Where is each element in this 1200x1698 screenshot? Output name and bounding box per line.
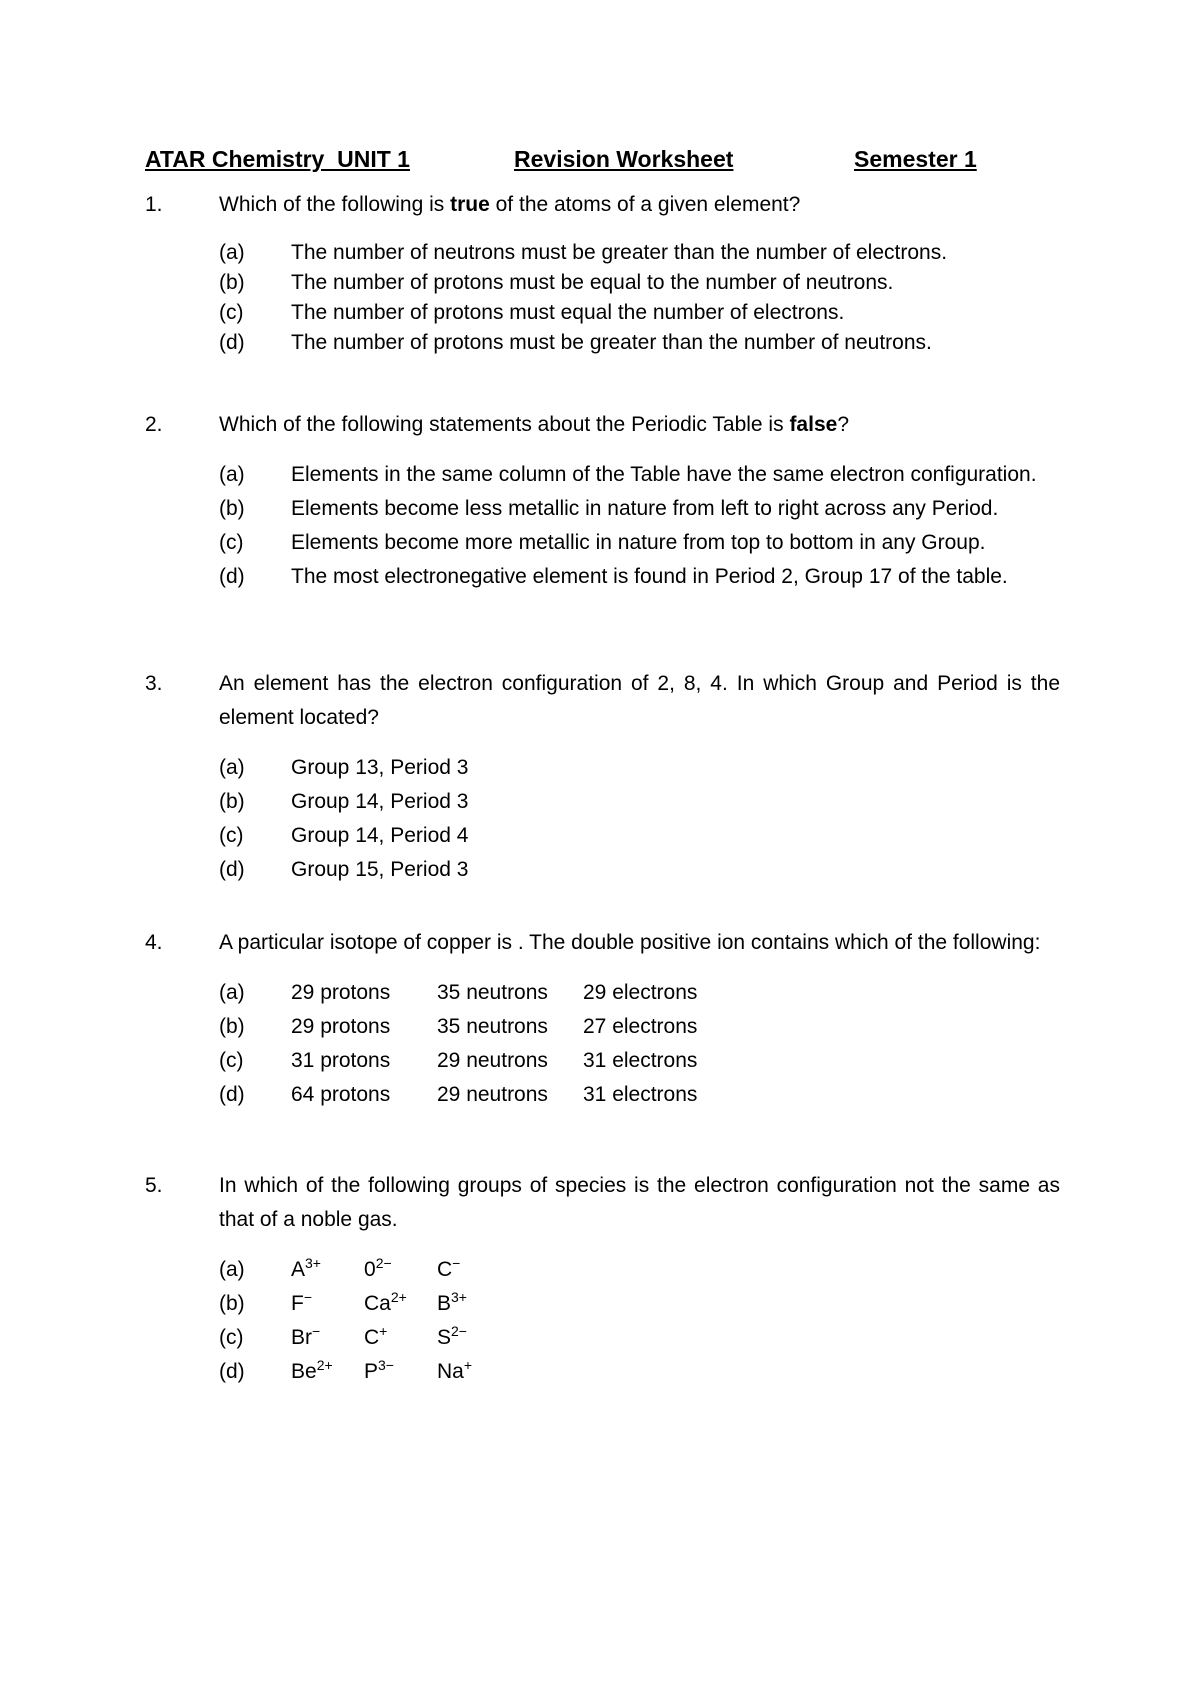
question-4	[145, 926, 1060, 1112]
option-label: (c)	[219, 824, 244, 847]
option-label: (b)	[219, 1292, 245, 1315]
question-2	[145, 408, 1060, 594]
electrons-value: 27 electrons	[583, 1015, 698, 1038]
neutrons-value: 35 neutrons	[437, 981, 548, 1004]
ion-species: $Ca^{2+}$	[364, 1289, 407, 1315]
option-a	[145, 238, 1060, 268]
option-b	[145, 268, 1060, 298]
option-b	[145, 1287, 1060, 1321]
option-b	[145, 492, 1060, 526]
option-text: The most electronegative element is found in Period 2, Group 17 of the table.	[291, 565, 1008, 588]
option-label: (b)	[219, 497, 245, 520]
protons-value: 29 protons	[291, 981, 391, 1004]
option-d	[145, 853, 1060, 887]
option-a	[145, 976, 1060, 1010]
question-3	[145, 667, 1060, 887]
option-d	[145, 560, 1060, 594]
neutrons-value: 29 neutrons	[437, 1083, 548, 1106]
option-label: (d)	[219, 565, 245, 588]
option-a	[145, 458, 1060, 492]
header-worksheet-title: Revision Worksheet	[514, 146, 734, 172]
ion-species: C−	[437, 1255, 461, 1281]
ion-species: F−	[291, 1289, 313, 1315]
neutrons-value: 35 neutrons	[437, 1015, 548, 1038]
ion-species: $P^{3-}$	[364, 1357, 394, 1383]
option-text: The number of protons must be equal to the number of neutrons.	[291, 271, 894, 294]
option-c	[145, 526, 1060, 560]
question-text: An element has the electron configuration of 2, 8, 4. In which Group and Period is the element located?	[219, 672, 1060, 729]
question-number: 1.	[145, 193, 163, 216]
option-c	[145, 819, 1060, 853]
option-b	[145, 785, 1060, 819]
ion-species: $B^{3+}$	[437, 1289, 467, 1315]
option-text: Group 13, Period 3	[291, 756, 469, 779]
option-c	[145, 1321, 1060, 1355]
ion-species: Br−	[291, 1323, 321, 1349]
protons-value: 64 protons	[291, 1083, 391, 1106]
option-label: (a)	[219, 981, 245, 1004]
option-label: (b)	[219, 1015, 245, 1038]
option-text: Elements in the same column of the Table have the same electron configuration.	[291, 463, 1037, 486]
question-number: 2.	[145, 413, 163, 436]
question-text: Which of the following is true of the atoms of a given element?	[219, 193, 801, 216]
option-label: (a)	[219, 1258, 245, 1281]
worksheet-header	[145, 146, 985, 182]
option-c	[145, 1044, 1060, 1078]
option-text: Elements become less metallic in nature from left to right across any Period.	[291, 497, 999, 520]
ion-species: C+	[364, 1323, 388, 1349]
ion-species: Na+	[437, 1357, 473, 1383]
option-text: The number of protons must be greater than the number of neutrons.	[291, 331, 932, 354]
option-b	[145, 1010, 1060, 1044]
protons-value: 29 protons	[291, 1015, 391, 1038]
option-d	[145, 1355, 1060, 1389]
option-label: (a)	[219, 756, 245, 779]
option-label: (d)	[219, 858, 245, 881]
question-number: 3.	[145, 672, 163, 695]
electrons-value: 29 electrons	[583, 981, 698, 1004]
electrons-value: 31 electrons	[583, 1083, 698, 1106]
question-5	[145, 1169, 1060, 1389]
option-text: Group 14, Period 4	[291, 824, 469, 847]
ion-species: $0^{2-}$	[364, 1255, 392, 1281]
option-d	[145, 328, 1060, 358]
option-text: Group 14, Period 3	[291, 790, 469, 813]
option-text: The number of neutrons must be greater than the number of electrons.	[291, 241, 948, 264]
neutrons-value: 29 neutrons	[437, 1049, 548, 1072]
option-label: (a)	[219, 241, 245, 264]
option-label: (c)	[219, 1049, 244, 1072]
option-a	[145, 751, 1060, 785]
question-text: In which of the following groups of species is the electron configuration not the same as that of a noble gas.	[219, 1174, 1060, 1231]
option-label: (d)	[219, 1360, 245, 1383]
option-d	[145, 1078, 1060, 1112]
option-label: (b)	[219, 271, 245, 294]
option-label: (c)	[219, 301, 244, 324]
question-number: 4.	[145, 931, 163, 954]
electrons-value: 31 electrons	[583, 1049, 698, 1072]
option-text: The number of protons must equal the number of electrons.	[291, 301, 845, 324]
header-course-title: ATAR Chemistry UNIT 1	[145, 146, 410, 172]
question-text: Which of the following statements about the Periodic Table is false?	[219, 413, 849, 436]
question-text: A particular isotope of copper is . The double positive ion contains which of the following:	[219, 931, 1041, 954]
question-1	[145, 188, 1060, 358]
option-label: (c)	[219, 531, 244, 554]
ion-species: $S^{2-}$	[437, 1323, 467, 1349]
option-label: (a)	[219, 463, 245, 486]
option-c	[145, 298, 1060, 328]
option-label: (c)	[219, 1326, 244, 1349]
option-text: Group 15, Period 3	[291, 858, 469, 881]
option-label: (d)	[219, 1083, 245, 1106]
option-label: (b)	[219, 790, 245, 813]
option-label: (d)	[219, 331, 245, 354]
ion-species: $A^{3+}$	[291, 1255, 321, 1281]
ion-species: $Be^{2+}$	[291, 1357, 333, 1383]
question-number: 5.	[145, 1174, 163, 1197]
protons-value: 31 protons	[291, 1049, 391, 1072]
option-a	[145, 1253, 1060, 1287]
header-semester: Semester 1	[854, 146, 977, 172]
option-text: Elements become more metallic in nature from top to bottom in any Group.	[291, 531, 986, 554]
